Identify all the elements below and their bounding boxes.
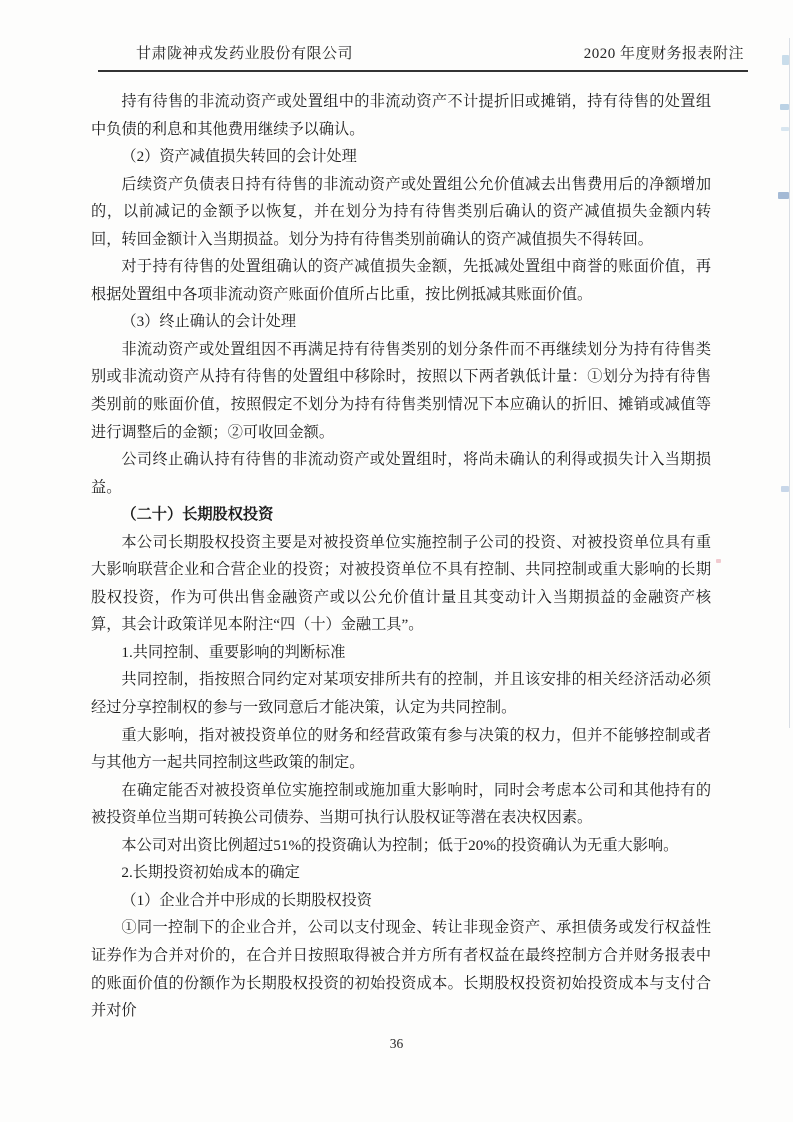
paragraph: （3）终止确认的会计处理 (121, 313, 297, 331)
page-header (98, 42, 748, 72)
scan-artifact (781, 486, 789, 492)
scan-artifact (781, 127, 789, 131)
paragraph: 对于持有待售的处置组确认的资产减值损失金额，先抵减处置组中商誉的账面价值，再根据处置组中各项非流动资产账面价值所占比重，按比例抵减其账面价值。 (91, 258, 711, 303)
report-title: 2020 年度财务报表附注 (583, 46, 744, 62)
paragraph: 本公司对出资比例超过51%的投资确认为控制；低于20%的投资确认为无重大影响。 (121, 836, 679, 854)
paragraph: ①同一控制下的企业合并，公司以支付现金、转让非现金资产、承担债务或发行权益性证券作为合并对价的，在合并日按照取得被合并方所有者权益在最终控制方合并财务报表中的账面价值的份额作为长期股权投资的初始投资成本。长期股权投资初始投资成本与支付合并对价 (91, 919, 711, 1020)
paragraph: 重大影响，指对被投资单位的财务和经营政策有参与决策的权力，但并不能够控制或者与其他方一起共同控制这些政策的制定。 (91, 726, 711, 772)
paragraph: 后续资产负债表日持有待售的非流动资产或处置组公允价值减去出售费用后的净额增加的，以前减记的金额予以恢复，并在划分为持有待售类别后确认的资产减值损失金额内转回，转回金额计入当期损益。划分为持有待售类别前确认的资产减值损失不得转回。 (91, 175, 711, 248)
company-name: 甘肃陇神戎发药业股份有限公司 (136, 46, 354, 62)
scan-artifact (780, 104, 789, 110)
paragraph: （2）资产减值损失转回的会计处理 (121, 148, 357, 166)
paragraph: 在确定能否对被投资单位实施控制或施加重大影响时，同时会考虑本公司和其他持有的被投资单位当期可转换公司债券、当期可执行认股权证等潜在表决权因素。 (91, 781, 711, 827)
paragraph: 非流动资产或处置组因不再满足持有待售类别的划分条件而不再继续划分为持有待售类别或非流动资产从持有待售的处置组中移除时，按照以下两者孰低计量：①划分为持有待售类别前的账面价值，按照假定不划分为持有待售类别情况下本应确认的折旧、摊销或减值等进行调整后的金额；②可收回金额。 (91, 340, 711, 441)
paragraph: （二十）长期股权投资 (121, 506, 274, 524)
document-body (91, 88, 711, 1025)
scan-artifact (778, 192, 789, 199)
page-number: 36 (389, 1036, 404, 1051)
paragraph: 2.长期投资初始成本的确定 (121, 864, 300, 882)
paragraph: 公司终止确认持有待售的非流动资产或处置组时，将尚未确认的利得或损失计入当期损益。 (91, 451, 711, 496)
scan-artifact (716, 559, 721, 563)
paragraph: 持有待售的非流动资产或处置组中的非流动资产不计提折旧或摊销，持有待售的处置组中负债的利息和其他费用继续予以确认。 (91, 93, 711, 138)
scan-artifact (782, 55, 789, 65)
paragraph: 本公司长期股权投资主要是对被投资单位实施控制子公司的投资、对被投资单位具有重大影响联营企业和合营企业的投资；对被投资单位不具有控制、共同控制或重大影响的长期股权投资，作为可供出售金融资产或以公允价值计量且其变动计入当期损益的金融资产核算，其会计政策详见本附注“四（十）金融工具”。 (91, 533, 711, 634)
paragraph: 1.共同控制、重要影响的判断标准 (121, 643, 346, 661)
scan-edge-line (789, 38, 790, 728)
paragraph: （1）企业合并中形成的长期股权投资 (121, 891, 372, 909)
paragraph: 共同控制，指按照合同约定对某项安排所共有的控制，并且该安排的相关经济活动必须经过分享控制权的参与一致同意后才能决策，认定为共同控制。 (91, 671, 711, 717)
